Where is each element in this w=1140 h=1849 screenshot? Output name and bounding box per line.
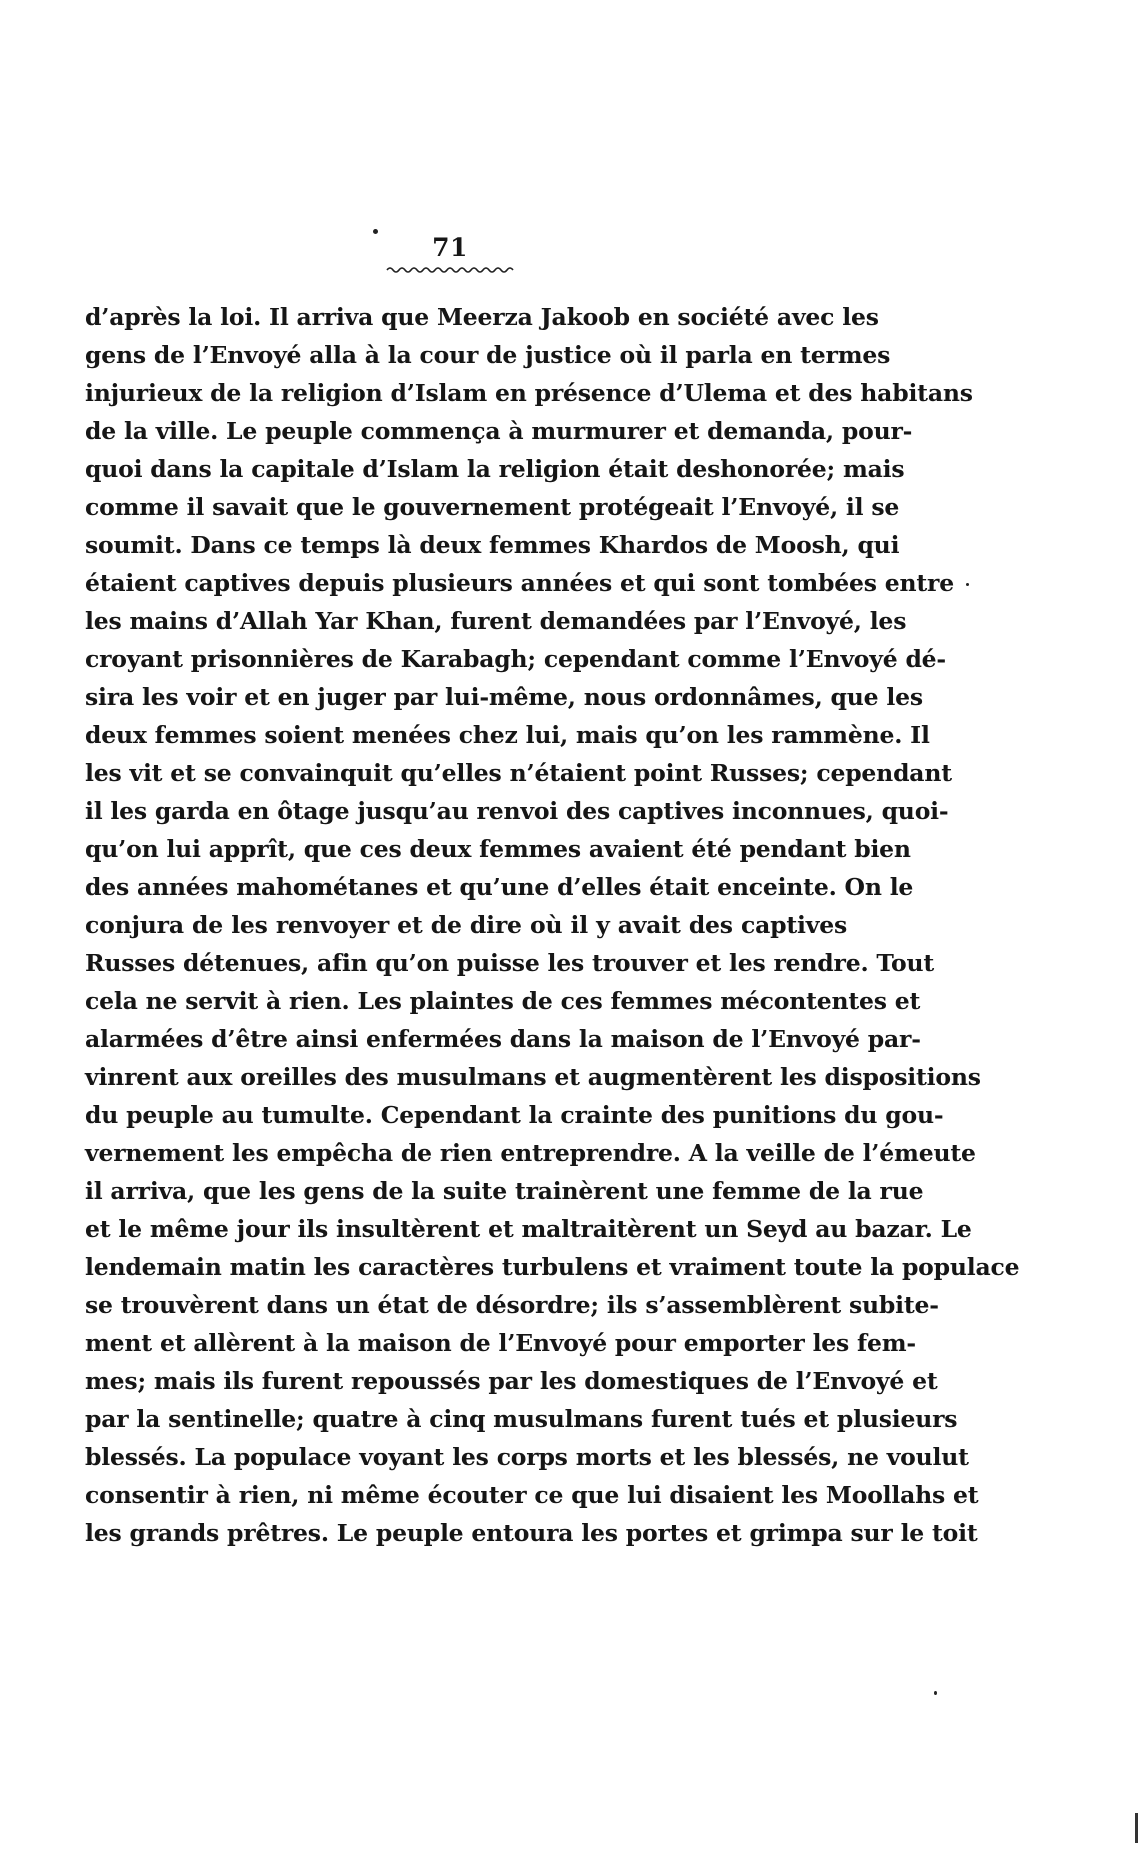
- text-line: des années mahométanes et qu’une d’elles était enceinte. On le: [85, 873, 914, 901]
- text-line: par la sentinelle; quatre à cinq musulmans furent tués et plusieurs: [85, 1405, 958, 1433]
- page-header: [360, 233, 540, 275]
- text-line: sira les voir et en juger par lui-même, nous ordonnâmes, que les: [85, 683, 923, 711]
- text-line: il les garda en ôtage jusqu’au renvoi des captives inconnues, quoi-: [85, 797, 949, 825]
- text-line: Russes détenues, afin qu’on puisse les trouver et les rendre. Tout: [85, 949, 935, 977]
- text-line: quoi dans la capitale d’Islam la religion était deshonorée; mais: [85, 455, 905, 483]
- text-line: soumit. Dans ce temps là deux femmes Khardos de Moosh, qui: [85, 531, 900, 559]
- text-line: croyant prisonnières de Karabagh; cependant comme l’Envoyé dé-: [85, 645, 946, 673]
- text-line: les vit et se convainquit qu’elles n’étaient point Russes; cependant: [85, 759, 952, 787]
- ink-speck: [966, 583, 969, 586]
- text-line: il arriva, que les gens de la suite trainèrent une femme de la rue: [85, 1177, 924, 1205]
- text-line: deux femmes soient menées chez lui, mais qu’on les rammène. Il: [85, 721, 930, 749]
- text-line: comme il savait que le gouvernement protégeait l’Envoyé, il se: [85, 493, 900, 521]
- body-text: [85, 298, 1020, 1552]
- text-line: de la ville. Le peuple commença à murmurer et demanda, pour-: [85, 417, 913, 445]
- text-line: mes; mais ils furent repoussés par les domestiques de l’Envoyé et: [85, 1367, 938, 1395]
- text-line: ment et allèrent à la maison de l’Envoyé pour emporter les fem-: [85, 1329, 916, 1357]
- text-line: les mains d’Allah Yar Khan, furent demandées par l’Envoyé, les: [85, 607, 907, 635]
- text-line: qu’on lui apprît, que ces deux femmes avaient été pendant bien: [85, 835, 911, 863]
- text-line: cela ne servit à rien. Les plaintes de ces femmes mécontentes et: [85, 987, 921, 1015]
- text-line: vinrent aux oreilles des musulmans et augmentèrent les dispositions: [85, 1063, 981, 1091]
- text-line: consentir à rien, ni même écouter ce que lui disaient les Moollahs et: [85, 1481, 979, 1509]
- text-line: injurieux de la religion d’Islam en présence d’Ulema et des habitans: [85, 379, 973, 407]
- text-line: les grands prêtres. Le peuple entoura les portes et grimpa sur le toit: [85, 1519, 978, 1547]
- text-line: lendemain matin les caractères turbulens et vraiment toute la populace: [85, 1253, 1020, 1281]
- text-line: du peuple au tumulte. Cependant la crainte des punitions du gou-: [85, 1101, 944, 1129]
- text-line: blessés. La populace voyant les corps morts et les blessés, ne voulut: [85, 1443, 969, 1471]
- text-line: gens de l’Envoyé alla à la cour de justice où il parla en termes: [85, 341, 891, 369]
- text-line: alarmées d’être ainsi enfermées dans la maison de l’Envoyé par-: [85, 1025, 921, 1053]
- wavy-rule-ornament: [387, 265, 513, 275]
- page-number: 71: [432, 233, 468, 262]
- text-line: et le même jour ils insultèrent et maltraitèrent un Seyd au bazar. Le: [85, 1215, 972, 1243]
- text-line: vernement les empêcha de rien entreprendre. A la veille de l’émeute: [85, 1139, 976, 1167]
- text-line: d’après la loi. Il arriva que Meerza Jakoob en société avec les: [85, 303, 879, 331]
- scan-edge-mark: [1135, 1813, 1138, 1843]
- ink-speck: [934, 1691, 937, 1695]
- text-line: se trouvèrent dans un état de désordre; ils s’assemblèrent subite-: [85, 1291, 939, 1319]
- text-line: conjura de les renvoyer et de dire où il y avait des captives: [85, 911, 847, 939]
- text-line: étaient captives depuis plusieurs années et qui sont tombées entre: [85, 569, 954, 597]
